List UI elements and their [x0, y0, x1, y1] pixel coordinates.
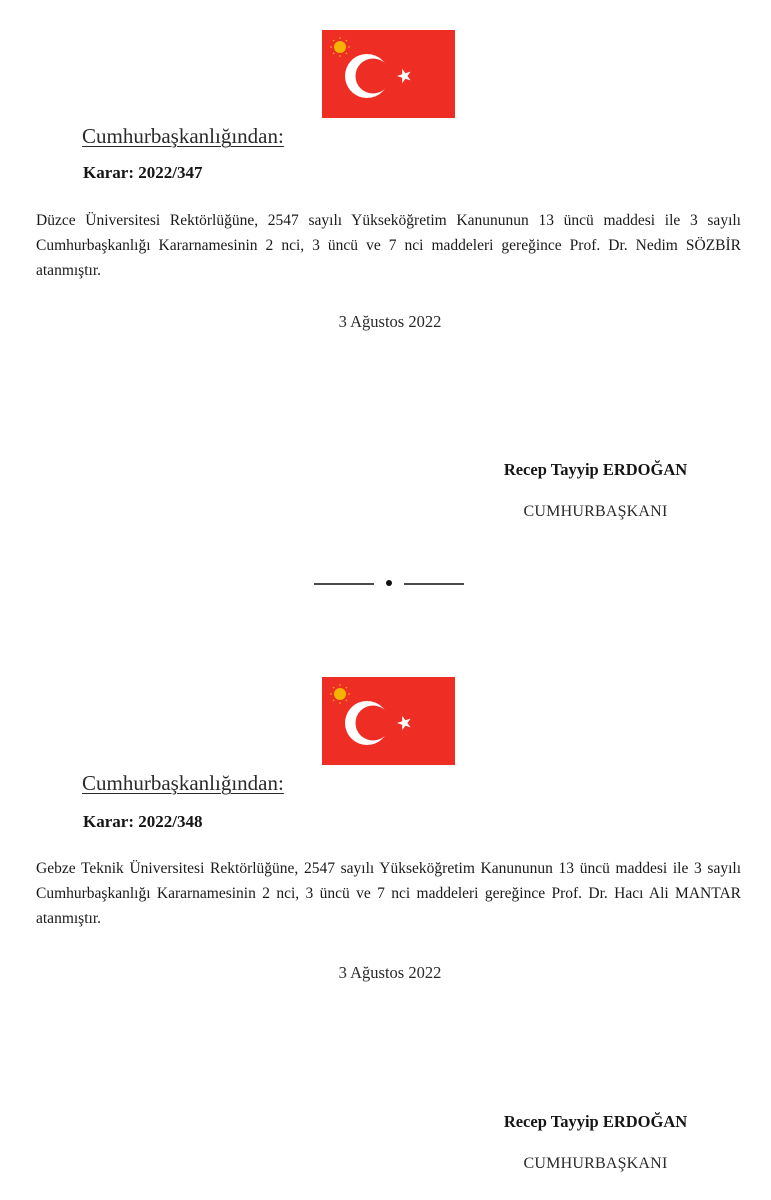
separator-line-left — [314, 583, 374, 585]
decree-date: 3 Ağustos 2022 — [338, 312, 442, 331]
decree-number: Karar: 2022/347 — [83, 163, 203, 182]
separator-dot-icon — [386, 580, 392, 586]
decree-body: Düzce Üniversitesi Rektörlüğüne, 2547 sayılı Yükseköğretim Kanununun 13 üncü maddesi ile 3 sayılı Cumhurbaşkanlığı Kararnamesinin 2 nci, 3 üncü ve 7 nci maddeleri gereğince Prof. Dr. Nedim SÖZBİR atanmıştır. — [36, 212, 741, 279]
signer-title: CUMHURBAŞKANI — [523, 503, 668, 520]
issuing-authority: Cumhurbaşkanlığından: — [82, 771, 284, 795]
decree-separator — [314, 578, 466, 588]
issuing-authority: Cumhurbaşkanlığından: — [82, 124, 284, 148]
presidential-flag-icon — [322, 677, 455, 765]
presidential-flag-icon — [322, 30, 455, 118]
decree-date: 3 Ağustos 2022 — [338, 963, 442, 982]
signer-name: Recep Tayyip ERDOĞAN — [503, 1112, 688, 1131]
signer-name: Recep Tayyip ERDOĞAN — [503, 460, 688, 479]
separator-line-right — [404, 583, 464, 585]
signer-title: CUMHURBAŞKANI — [523, 1155, 668, 1172]
decree-number: Karar: 2022/348 — [83, 812, 203, 831]
decree-body: Gebze Teknik Üniversitesi Rektörlüğüne, 2547 sayılı Yükseköğretim Kanununun 13 üncü maddesi ile 3 sayılı Cumhurbaşkanlığı Kararnamesinin 2 nci, 3 üncü ve 7 nci maddeleri gereğince Prof. Dr. Hacı Ali MANTAR atanmıştır. — [36, 860, 741, 927]
